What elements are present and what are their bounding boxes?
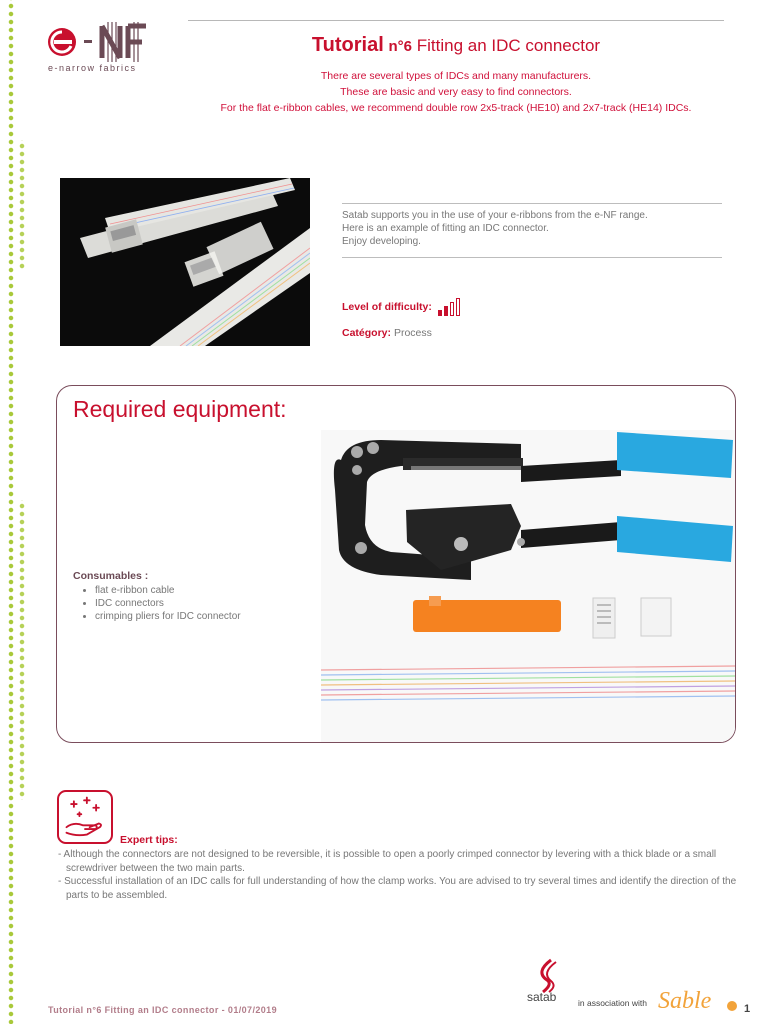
difficulty-bar	[438, 310, 442, 316]
satab-name: satab	[527, 990, 557, 1004]
page-number: 1	[744, 1003, 751, 1015]
difficulty-label: Level of difficulty:	[342, 301, 432, 313]
category-value: Process	[393, 327, 432, 339]
category-row	[342, 327, 432, 339]
difficulty-row	[342, 298, 460, 316]
list-item: • crimping pliers for IDC connector	[95, 610, 313, 623]
header-rule	[188, 20, 724, 21]
decorative-dots-left-inner	[19, 500, 25, 800]
sable-text: Sable	[658, 988, 712, 1014]
crimping-pliers-photo	[321, 430, 735, 742]
tips-title: Expert tips:	[120, 834, 178, 846]
title-topic: Fitting an IDC connector	[416, 36, 601, 55]
info-rule-top	[342, 203, 722, 204]
difficulty-bar	[444, 306, 448, 316]
intro-line: There are several types of IDCs and many manufacturers.	[320, 70, 592, 82]
difficulty-bar	[450, 302, 454, 316]
title-number: n°6	[388, 38, 413, 55]
decorative-dots-left-top	[19, 140, 25, 270]
page-title	[188, 34, 724, 57]
info-line: Enjoy developing.	[342, 236, 421, 247]
ribbon-cable-photo	[60, 178, 310, 346]
intro-text	[188, 68, 724, 116]
equipment-title: Required equipment:	[73, 396, 287, 422]
info-text	[342, 209, 722, 248]
equipment-panel	[56, 385, 736, 743]
title-tutorial: Tutorial	[311, 34, 384, 56]
info-rule-bottom	[342, 257, 722, 258]
list-item: • IDC connectors	[95, 597, 313, 610]
consumables	[73, 570, 313, 623]
tip-item: - Although the connectors are not designed to be reversible, it is possible to open a poorly crimped connector by levering with a thick blade or a small screwdriver between the two main parts.	[58, 849, 717, 874]
tips-text	[58, 848, 738, 902]
consumables-label: Consumables :	[73, 570, 149, 582]
intro-line: These are basic and very easy to find connectors.	[340, 86, 572, 98]
brand-subtitle: e-narrow fabrics	[48, 63, 137, 73]
association-text: in association with	[578, 998, 647, 1008]
sable-chaud-logo	[656, 980, 742, 1016]
footer-text: Tutorial n°6 Fitting an IDC connector - 01/07/2019	[48, 1005, 277, 1015]
expert-tips-hand-icon	[57, 790, 113, 844]
list-item: • flat e-ribbon cable	[95, 584, 313, 597]
tip-item: - Successful installation of an IDC calls for full understanding of how the clamp works. You are advised to try several times and identify the direction of the parts to be assembled.	[58, 876, 737, 901]
decorative-dots-left	[8, 0, 14, 1024]
consumables-list	[73, 584, 313, 623]
category-label: Catégory:	[342, 327, 392, 339]
intro-line: For the flat e-ribbon cables, we recommend double row 2x5-track (HE10) and 2x7-track (HE14) IDCs.	[220, 102, 692, 114]
difficulty-bar	[456, 298, 460, 316]
info-line: Here is an example of fitting an IDC connector.	[342, 223, 549, 234]
info-line: Satab supports you in the use of your e-ribbons from the e-NF range.	[342, 210, 648, 221]
difficulty-bars-icon	[438, 298, 460, 316]
